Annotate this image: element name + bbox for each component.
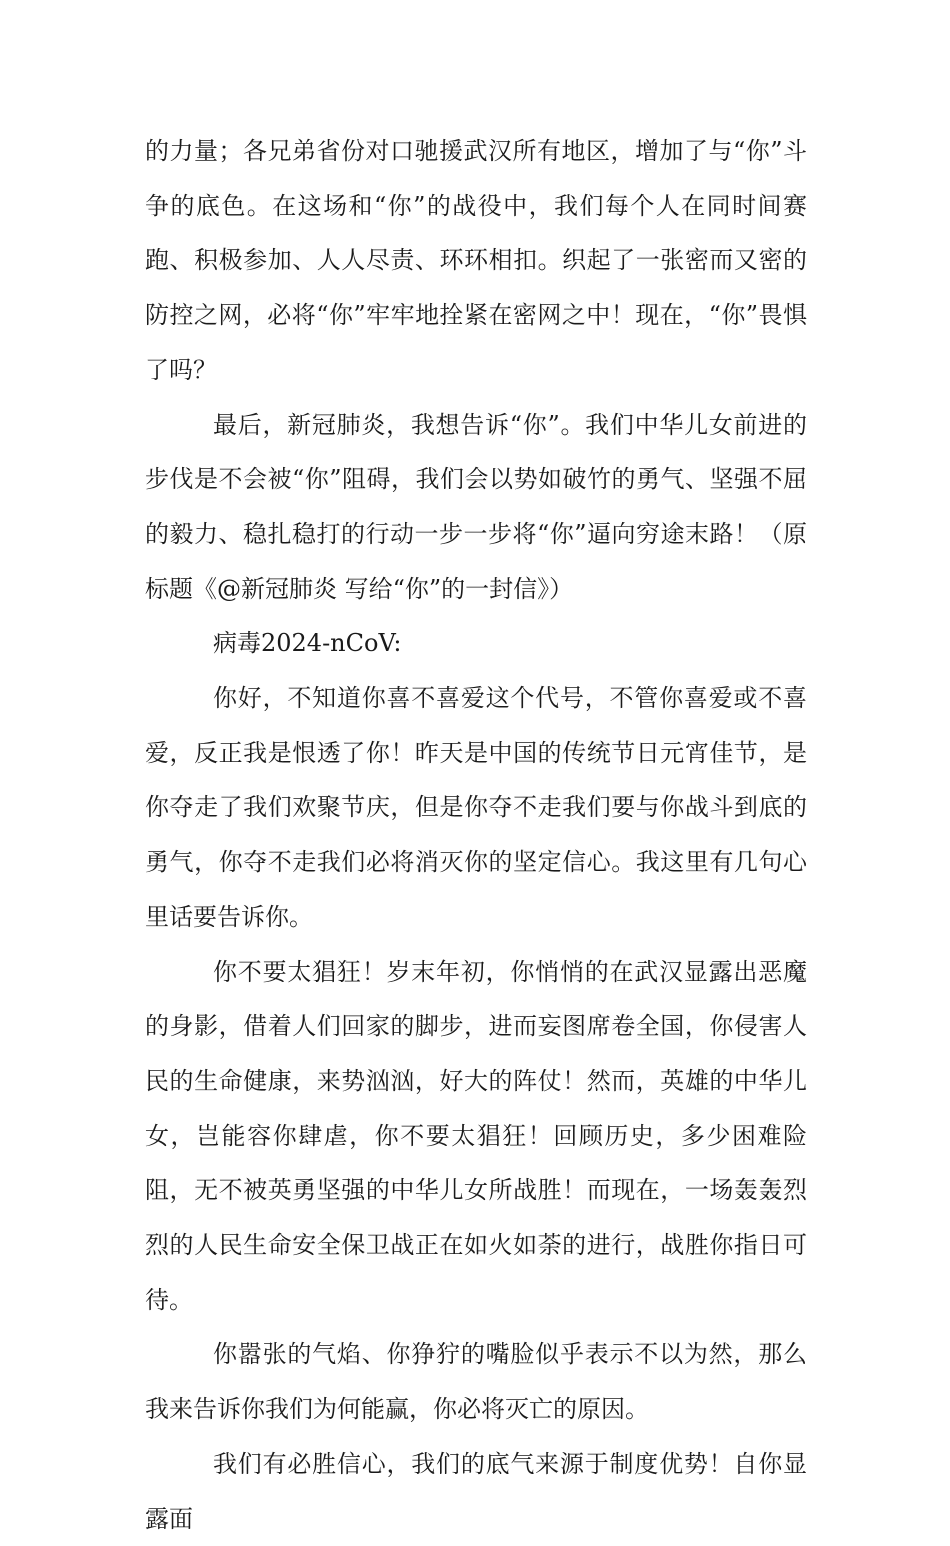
letter-salutation: 病毒2024-nCoV:: [213, 629, 402, 658]
document-body: [145, 124, 807, 1546]
paragraph-body: 我们有必胜信心，我们的底气来源于制度优势！自你显露面: [145, 1449, 807, 1533]
paragraph-body: 你不要太猖狂！岁末年初，你悄悄的在武汉显露出恶魔的身影，借着人们回家的脚步，进而妄图席卷全国，你侵害人民的生命健康，来势汹汹，好大的阵仗！然而，英雄的中华儿女，岂能容你肆虐，你不要太猖狂！回顾历史，多少困难险阻，无不被英勇坚强的中华儿女所战胜！而现在，一场轰轰烈烈的人民生命安全保卫战正在如火如荼的进行，战胜你指日可待。: [145, 957, 807, 1314]
paragraph-greeting: 你好，不知道你喜不喜爱这个代号，不管你喜爱或不喜爱，反正我是恨透了你！昨天是中国的传统节日元宵佳节，是你夺走了我们欢聚节庆，但是你夺不走我们要与你战斗到底的勇气，你夺不走我们必将消灭你的坚定信心。我这里有几句心里话要告诉你。: [145, 684, 807, 931]
paragraph-body: 你嚣张的气焰、你狰狞的嘴脸似乎表示不以为然，那么我来告诉你我们为何能赢，你必将灭亡的原因。: [145, 1340, 807, 1424]
paragraph-closing: 最后，新冠肺炎，我想告诉“你”。我们中华儿女前进的步伐是不会被“你”阻碍，我们会以势如破竹的勇气、坚强不屈的毅力、稳扎稳打的行动一步一步将“你”逼向穷途末路！（原标题《@新冠肺炎 写给“你”的一封信》）: [145, 410, 807, 603]
paragraph-continued: 的力量；各兄弟省份对口驰援武汉所有地区，增加了与“你”斗争的底色。在这场和“你”的战役中，我们每个人在同时间赛跑、积极参加、人人尽责、环环相扣。织起了一张密而又密的防控之网，必将“你”牢牢地拴紧在密网之中！现在，“你”畏惧了吗？: [145, 137, 807, 384]
